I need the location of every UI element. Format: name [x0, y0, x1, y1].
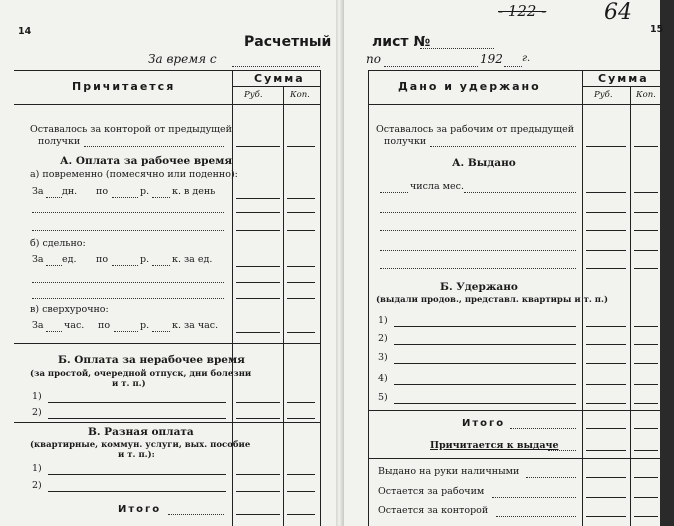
crossed-stamp: - 122 - [498, 2, 547, 20]
units-za: За [32, 254, 44, 265]
right-kop-header: Коп. [636, 90, 656, 100]
right-cash: Выдано на руки наличными [378, 466, 520, 477]
dotted-line [152, 265, 170, 266]
units-k: к. [172, 254, 181, 265]
kop-line [634, 516, 658, 517]
right-col-kop [630, 86, 631, 526]
kop-line [287, 332, 315, 333]
rub-line [236, 198, 280, 199]
left-section-a: А. Оплата за рабочее время [60, 155, 233, 167]
write-line [48, 474, 226, 475]
left-remaining-2: получки [38, 136, 81, 147]
kop-line [634, 212, 658, 213]
year-line [504, 66, 522, 67]
left-col-right [320, 70, 321, 526]
dotted-line [32, 282, 224, 283]
dotted-line [152, 331, 170, 332]
right-b-item-3: 3) [378, 352, 388, 363]
rub-line [236, 146, 280, 147]
period-from-label: За время с [148, 52, 217, 66]
page-fold [336, 0, 344, 526]
rub-line [586, 212, 626, 213]
dotted-line [32, 298, 224, 299]
right-sum-header: Сумма [598, 72, 649, 85]
kop-line [634, 450, 658, 451]
dotted-line [114, 331, 138, 332]
left-section-v: В. Разная оплата [88, 426, 194, 438]
kop-line [634, 477, 658, 478]
dotted-line [430, 146, 576, 147]
right-section-divider-2 [368, 458, 660, 459]
dotted-line [510, 428, 576, 429]
right-rub-header: Руб. [594, 90, 613, 100]
rub-line [586, 268, 626, 269]
right-b-item-2: 2) [378, 333, 388, 344]
left-page-number: 14 [18, 26, 32, 37]
kop-line [634, 268, 658, 269]
left-section-v-note-1: (квартирные, коммун. услуги, вых. пособие [30, 440, 251, 450]
rub-line [236, 418, 280, 419]
hours-r: р. [140, 320, 150, 331]
kop-line [634, 250, 658, 251]
rub-line [586, 403, 626, 404]
write-line [394, 403, 576, 404]
right-page-number: 15 [650, 24, 664, 35]
days-k: к. [172, 186, 181, 197]
left-col-kop [283, 86, 284, 526]
right-section-b: Б. Удержано [440, 281, 518, 293]
dotted-line [464, 192, 576, 193]
year-label: 192 [480, 52, 503, 66]
period-to-line [384, 66, 478, 67]
days-unit: дн. [62, 186, 78, 197]
left-section-b-note-1: (за простой, очередной отпуск, дни болезни [30, 369, 252, 379]
days-per: в день [184, 186, 216, 197]
dotted-line [152, 197, 170, 198]
rub-line [586, 146, 626, 147]
right-b-item-5: 5) [378, 392, 388, 403]
kop-line [287, 474, 315, 475]
rub-line [586, 344, 626, 345]
left-time-based: а) повременно (помесячно или поденно): [30, 169, 238, 180]
dotted-line [46, 331, 62, 332]
dotted-line [112, 265, 138, 266]
kop-line [634, 230, 658, 231]
write-line [394, 326, 576, 327]
dotted-line [548, 450, 576, 451]
rub-line [586, 326, 626, 327]
write-line [394, 384, 576, 385]
right-section-divider-1 [368, 410, 660, 411]
write-line [394, 344, 576, 345]
left-b-item-2: 2) [32, 407, 42, 418]
dotted-line [46, 265, 62, 266]
left-col-rub [232, 70, 233, 526]
left-section-v-note-2: и т. п.): [118, 450, 155, 460]
period-to-label: по [366, 52, 381, 66]
hours-za: За [32, 320, 44, 331]
right-b-item-1: 1) [378, 315, 388, 326]
left-total: Итого [118, 504, 162, 515]
right-owed-worker: Остается за рабочим [378, 486, 485, 497]
hours-unit: час. [64, 320, 85, 331]
left-piece: б) сдельно: [30, 238, 86, 249]
rub-line [586, 497, 626, 498]
hours-po: по [98, 320, 111, 331]
kop-line [287, 230, 315, 231]
left-overtime: в) сверхурочно: [30, 304, 109, 315]
kop-line [287, 514, 315, 515]
write-line [48, 418, 226, 419]
year-suffix: г. [522, 53, 531, 64]
dotted-line [112, 197, 138, 198]
rub-line [236, 298, 280, 299]
left-section-divider-2 [14, 422, 320, 423]
kop-line [634, 363, 658, 364]
rub-line [236, 266, 280, 267]
right-month-day: числа мес. [410, 181, 465, 192]
dotted-line [496, 516, 576, 517]
kop-line [634, 192, 658, 193]
write-line [48, 491, 226, 492]
days-po: по [96, 186, 109, 197]
dotted-line [380, 250, 576, 251]
rub-line [236, 282, 280, 283]
dotted-line [526, 477, 576, 478]
right-total: Итого [462, 418, 506, 429]
kop-line [634, 326, 658, 327]
rub-line [586, 516, 626, 517]
write-line [48, 402, 226, 403]
dotted-line [46, 197, 62, 198]
left-rub-header: Руб. [244, 90, 263, 100]
left-header-bottom [14, 104, 320, 105]
rub-line [586, 428, 626, 429]
rub-line [586, 230, 626, 231]
dotted-line [168, 514, 224, 515]
rub-line [236, 230, 280, 231]
kop-line [634, 344, 658, 345]
hours-k: к. [172, 320, 181, 331]
period-from-line [232, 66, 320, 67]
days-r: р. [140, 186, 150, 197]
dotted-line [380, 212, 576, 213]
kop-line [287, 418, 315, 419]
rub-line [586, 384, 626, 385]
rub-line [236, 212, 280, 213]
left-b-item-1: 1) [32, 391, 42, 402]
rub-line [236, 491, 280, 492]
kop-line [287, 282, 315, 283]
right-due: Причитается к выдаче [430, 440, 559, 451]
kop-line [287, 266, 315, 267]
kop-line [287, 298, 315, 299]
right-table-top-border [368, 70, 660, 71]
scan-dark-edge [660, 0, 674, 526]
rub-line [586, 363, 626, 364]
dotted-line [380, 192, 408, 193]
right-owed-office: Остается за конторой [378, 505, 489, 516]
left-sum-header: Сумма [254, 72, 305, 85]
right-section-a: А. Выдано [452, 157, 516, 169]
right-sum-divider [582, 86, 660, 87]
right-remaining: Оставалось за рабочим от предыдущей [376, 124, 575, 135]
kop-line [634, 497, 658, 498]
kop-line [287, 491, 315, 492]
hours-per: за час. [184, 320, 219, 331]
left-table-top-border [14, 70, 320, 71]
right-b-item-4: 4) [378, 373, 388, 384]
kop-line [287, 402, 315, 403]
rub-line [586, 192, 626, 193]
rub-line [586, 250, 626, 251]
rub-line [586, 477, 626, 478]
right-table-header: Дано и удержано [398, 80, 541, 93]
units-unit: ед. [62, 254, 77, 265]
dotted-line [492, 497, 576, 498]
left-v-item-2: 2) [32, 480, 42, 491]
rub-line [586, 450, 626, 451]
write-line [394, 363, 576, 364]
kop-line [634, 384, 658, 385]
left-v-item-1: 1) [32, 463, 42, 474]
right-section-b-note: (выдали продов., представл. квартиры и т. п.) [376, 295, 608, 305]
handwritten-number: 64 [604, 0, 632, 25]
kop-line [287, 146, 315, 147]
units-per: за ед. [184, 254, 213, 265]
left-remaining: Оставалось за конторой от предыдущей [30, 124, 232, 135]
rub-line [236, 474, 280, 475]
dotted-line [380, 230, 576, 231]
left-section-b: Б. Оплата за нерабочее время [58, 354, 245, 366]
left-section-b-note-2: и т. п.) [112, 379, 146, 389]
kop-line [634, 428, 658, 429]
dotted-line [32, 212, 224, 213]
title-left: Расчетный [244, 34, 332, 50]
sheet-number-line [420, 48, 494, 49]
kop-line [287, 212, 315, 213]
dotted-line [380, 268, 576, 269]
left-kop-header: Коп. [290, 90, 310, 100]
rub-line [236, 332, 280, 333]
rub-line [236, 514, 280, 515]
rub-line [236, 402, 280, 403]
units-r: р. [140, 254, 150, 265]
dotted-line [32, 230, 224, 231]
title-right: лист № [372, 34, 431, 50]
kop-line [634, 403, 658, 404]
kop-line [287, 198, 315, 199]
dotted-line [84, 146, 224, 147]
left-table-header: Причитается [72, 80, 176, 93]
right-remaining-2: получки [384, 136, 427, 147]
left-section-divider-1 [14, 343, 320, 344]
units-po: по [96, 254, 109, 265]
days-za: За [32, 186, 44, 197]
left-sum-divider [232, 86, 320, 87]
right-header-bottom [368, 104, 660, 105]
kop-line [634, 146, 658, 147]
